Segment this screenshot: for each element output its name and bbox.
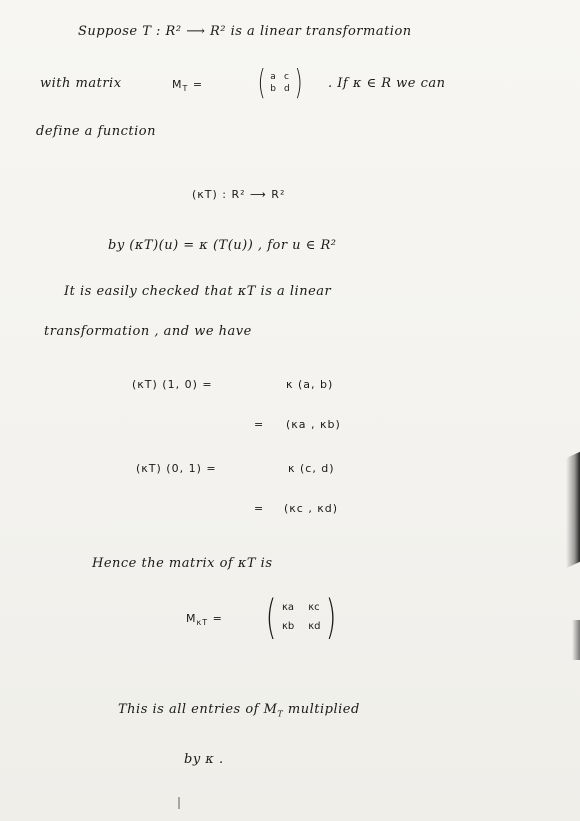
formula-k-ab: κ (a, b) — [286, 378, 334, 391]
matrix-right-paren: ) — [294, 63, 303, 103]
formula-kt-e2: (κT) (0, 1) = — [136, 462, 217, 475]
matrix-left-paren: ( — [265, 590, 277, 644]
formula-kt-map-content: (κT) : R² ⟶ R² — [192, 188, 286, 201]
text-line-with-matrix — [40, 76, 122, 91]
matrix-right-paren: ) — [326, 590, 337, 644]
formula-ka-kb-content: (κa , κb) — [286, 418, 341, 431]
matrix-entry: κa — [281, 602, 294, 613]
matrix-entry: κc — [308, 602, 320, 613]
text-transformation-have: transformation , and we have — [44, 324, 252, 339]
matrix-entry: c — [283, 72, 289, 82]
symbol-m-t — [172, 78, 203, 93]
equals-sign: = — [188, 78, 204, 91]
symbol-sub-t: T — [277, 709, 284, 719]
formula-kc-kd-content: (κc , κd) — [284, 502, 339, 515]
text-if-k-in-r: . If κ ∈ R we can — [328, 76, 446, 91]
formula-equals-2 — [254, 502, 264, 515]
formula-kt-e1-left — [132, 378, 213, 391]
matrix-entry: κb — [281, 621, 295, 632]
matrix-entry: d — [283, 84, 290, 94]
text-line-suppose — [78, 24, 412, 39]
formula-equals-1 — [254, 418, 264, 431]
text-by-k: by κ . — [184, 752, 224, 767]
formula-kt-map — [192, 188, 285, 201]
page-edge-shadow — [566, 452, 580, 569]
matrix-entry: a — [270, 72, 276, 82]
text-line-suppose-content: Suppose T : R² ⟶ R² is a linear transformation — [78, 24, 412, 39]
matrix-m-t-entries — [268, 72, 291, 94]
symbol-m: M — [172, 78, 183, 91]
matrix-m-t — [255, 63, 305, 103]
text-with-matrix: with matrix — [40, 76, 122, 91]
text-multiplied: multiplied — [283, 702, 360, 717]
text-line-transformation-have — [44, 324, 252, 339]
formula-k-cd: κ (c, d) — [288, 462, 335, 475]
text-line-by-k — [184, 752, 224, 767]
equals-sign: = — [208, 612, 223, 625]
text-hence-matrix: Hence the matrix of κT is — [92, 556, 273, 571]
formula-kt-e1-right — [286, 378, 333, 391]
text-line-hence — [92, 556, 273, 571]
equals-sign: = — [254, 418, 265, 431]
symbol-m-sub-kt: κT — [196, 618, 209, 628]
pencil-mark — [178, 797, 180, 809]
formula-kt-definition — [108, 238, 336, 253]
formula-kt-definition-content: by (κT)(u) = κ (T(u)) , for u ∈ R² — [108, 238, 337, 253]
matrix-m-kt-entries — [280, 602, 323, 632]
matrix-entry: κd — [308, 621, 321, 632]
symbol-m: M — [186, 612, 197, 625]
page-edge-shadow-lower — [572, 620, 580, 660]
text-line-define — [36, 124, 156, 139]
formula-kt-e2-right — [288, 462, 335, 475]
text-line-this-is — [118, 702, 360, 719]
matrix-m-kt — [262, 590, 340, 644]
text-this-is-entries: This is all entries of M — [118, 702, 278, 717]
equals-sign: = — [254, 502, 265, 515]
text-easily-checked: It is easily checked that κT is a linear — [64, 284, 332, 299]
matrix-left-paren: ( — [257, 63, 266, 103]
formula-ka-kb — [286, 418, 341, 431]
text-line-easily-checked — [64, 284, 331, 299]
text-define-function: define a function — [36, 124, 156, 139]
formula-kt-e1: (κT) (1, 0) = — [132, 378, 213, 391]
text-line-if-k — [328, 76, 446, 91]
formula-kt-e2-left — [136, 462, 217, 475]
formula-kc-kd — [284, 502, 338, 515]
symbol-m-sub-t: T — [182, 84, 189, 94]
symbol-m-kt — [186, 612, 223, 627]
matrix-entry: b — [270, 84, 276, 94]
